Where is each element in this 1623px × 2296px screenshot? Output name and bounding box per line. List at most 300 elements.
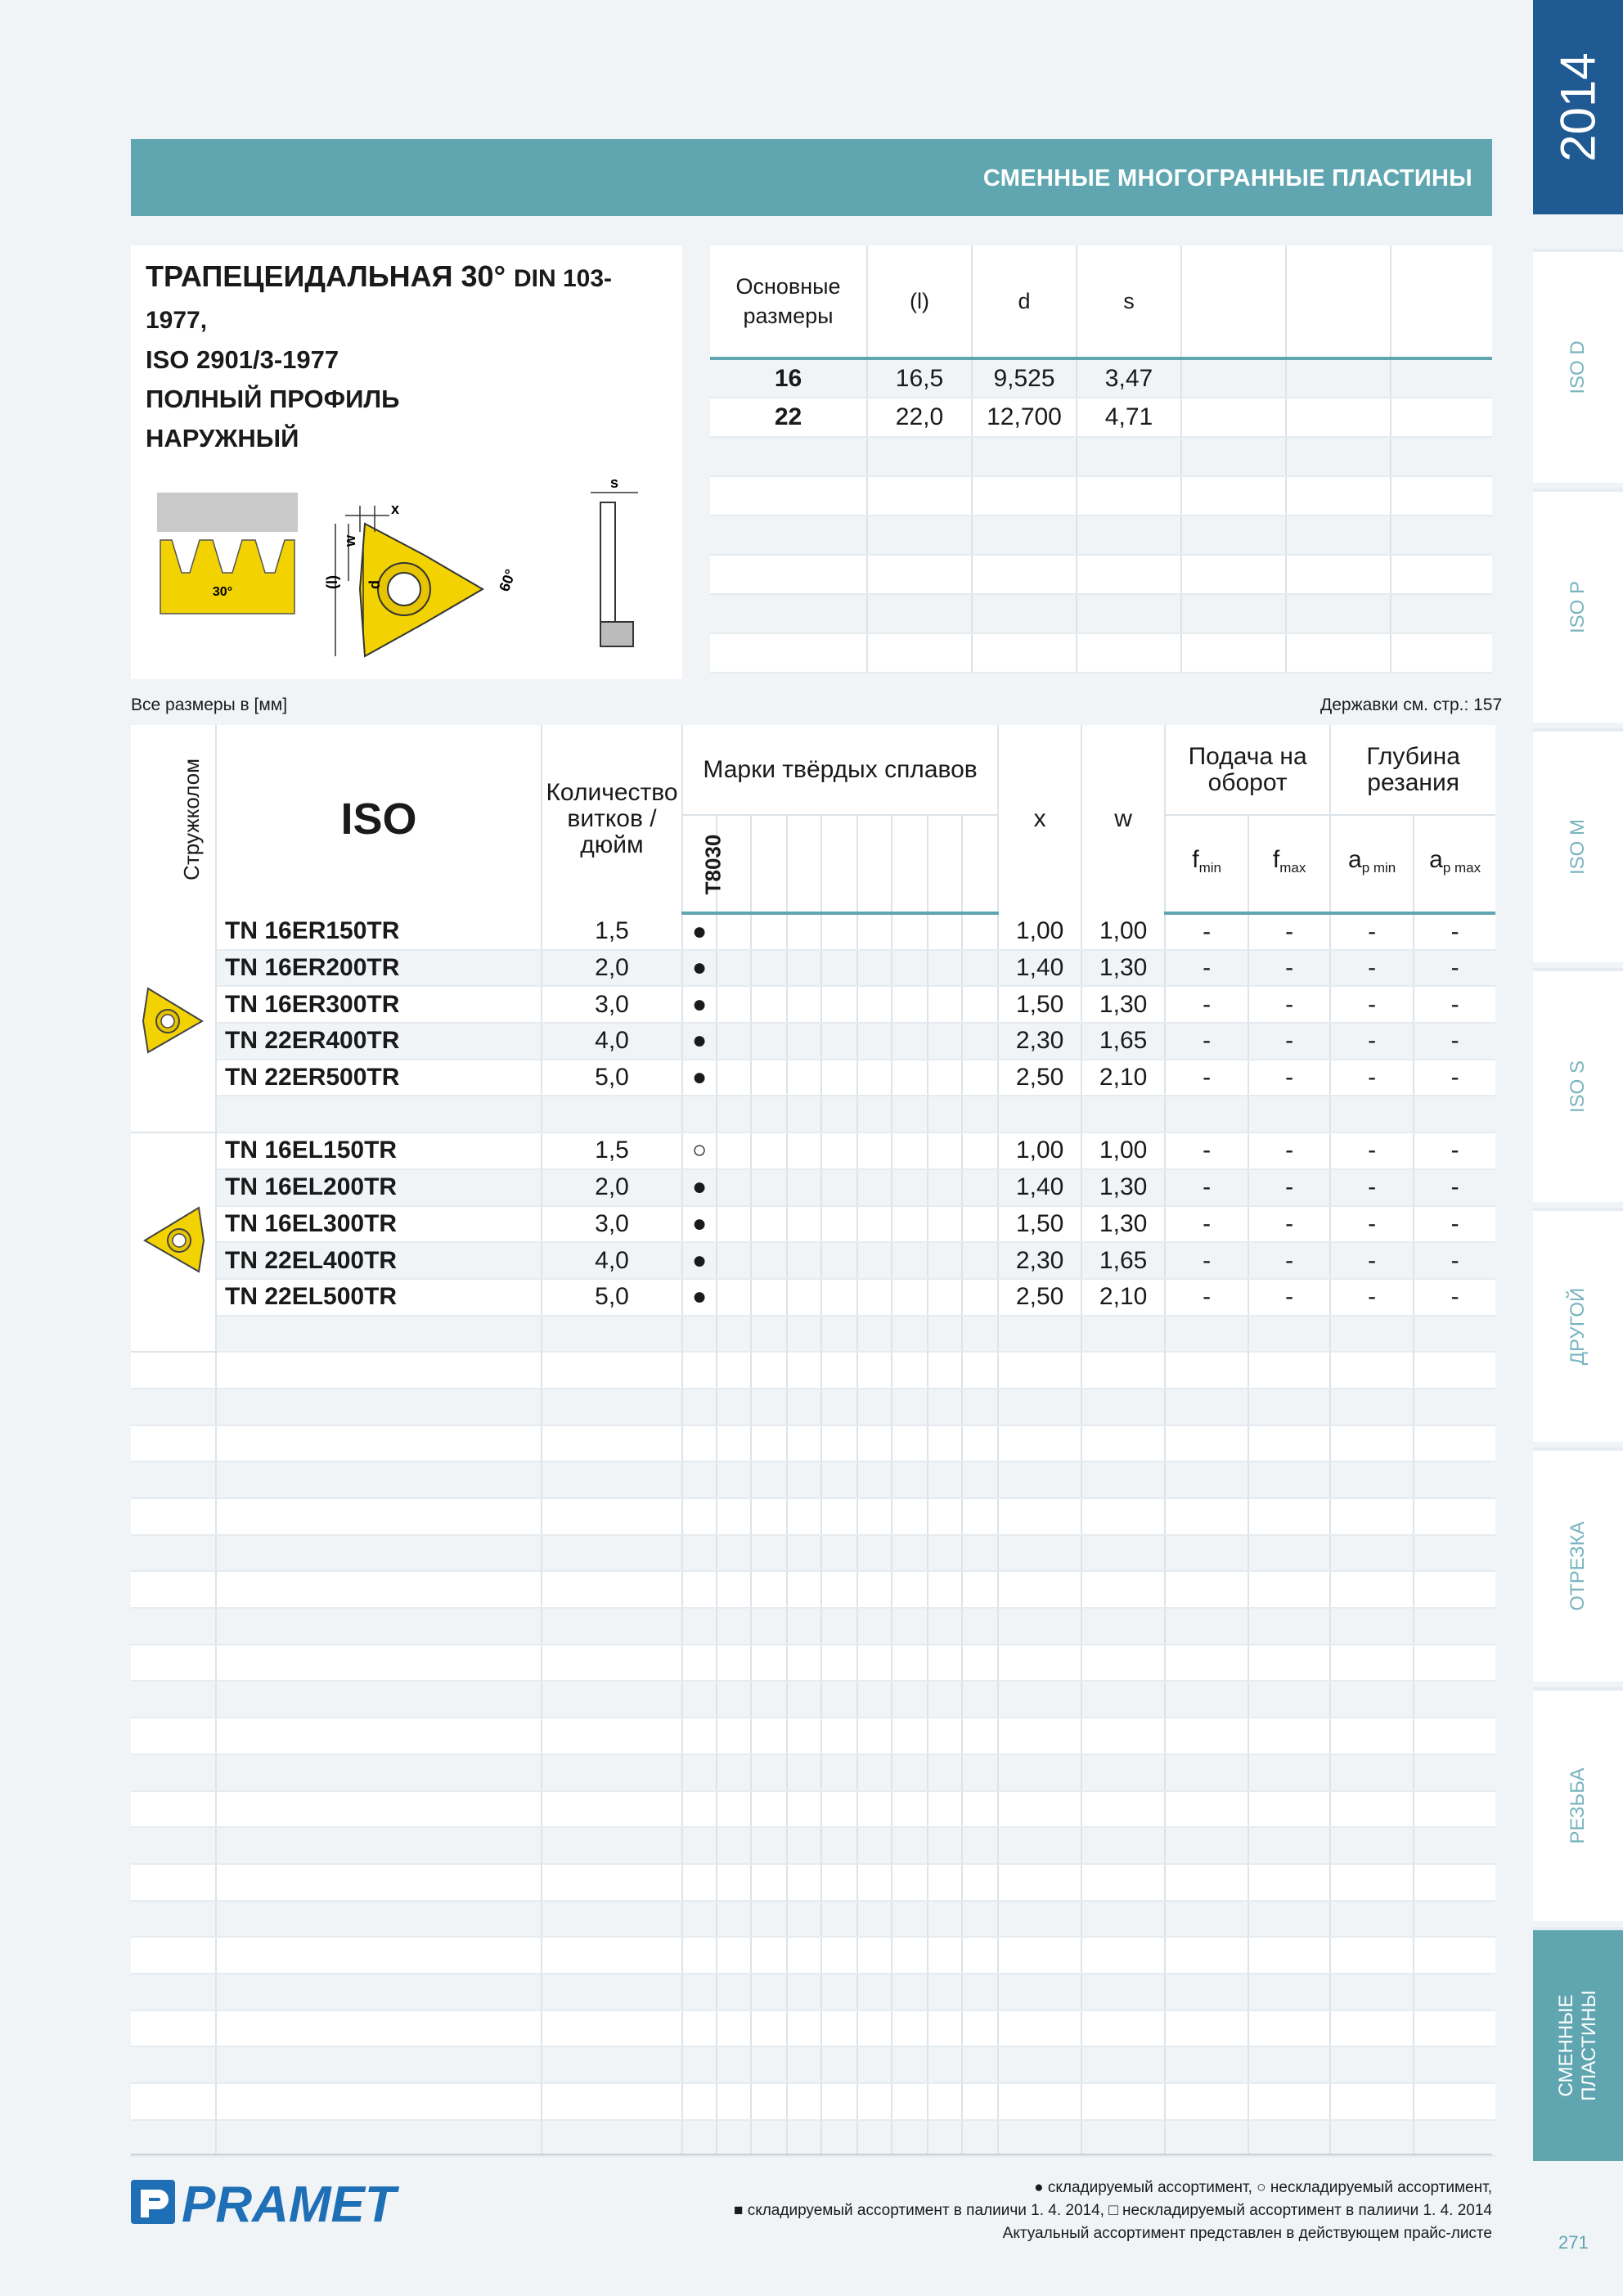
cell-x: 1,00	[998, 913, 1081, 950]
cell-w	[1081, 1498, 1165, 1535]
label-angle60: 60°	[496, 567, 519, 594]
dimensions-table	[710, 245, 1492, 673]
cell-fmin	[1165, 1571, 1248, 1608]
cell-apmax	[1414, 1754, 1495, 1791]
cell-iso-code	[216, 2010, 542, 2047]
cell-fmin	[1165, 1974, 1248, 2010]
cell-fmin	[1165, 1864, 1248, 1901]
cell-grade-t8030	[682, 2120, 717, 2157]
cell-threads	[542, 1974, 682, 2010]
table-row-empty	[131, 1754, 1495, 1791]
table-row	[131, 1169, 1495, 1206]
cell-apmin	[1330, 1937, 1414, 1974]
cell-apmin	[1330, 2046, 1414, 2083]
cell-fmin	[1165, 1937, 1248, 1974]
cell-fmax: -	[1248, 1169, 1330, 1206]
sidebar-tab-iso-p[interactable]: ISO P	[1533, 488, 1623, 723]
cell-iso-code	[216, 1096, 542, 1132]
cell-apmin: -	[1330, 986, 1414, 1023]
cell-threads: 1,5	[542, 1132, 682, 1169]
cell-apmax	[1414, 1901, 1495, 1938]
pramet-logo[interactable]	[131, 2177, 401, 2229]
cell-fmax	[1248, 1754, 1330, 1791]
cell-w	[1081, 1974, 1165, 2010]
cell-x: 1,50	[998, 1206, 1081, 1243]
cell-apmin	[1330, 1827, 1414, 1864]
chipbreaker-cell-er	[131, 913, 216, 1132]
cell-grade-t8030	[682, 1352, 717, 1389]
cell-grade-t8030: ○	[682, 1132, 717, 1169]
cell-w: 1,00	[1081, 1132, 1165, 1169]
sidebar	[1533, 0, 1623, 2296]
cell-apmax: -	[1414, 1206, 1495, 1243]
cell-apmax	[1414, 1717, 1495, 1754]
cell-fmin	[1165, 2010, 1248, 2047]
product-title: ТРАПЕЦЕИДАЛЬНАЯ 30° DIN 103-1977, ISO 2901/3-1977 ПОЛНЫЙ ПРОФИЛЬ НАРУЖНЫЙ	[146, 259, 613, 452]
insert-drawing	[131, 417, 682, 679]
section-title: СМЕННЫЕ МНОГОГРАННЫЕ ПЛАСТИНЫ	[982, 165, 1472, 191]
cell-x	[998, 1425, 1081, 1462]
cell-apmin	[1330, 2120, 1414, 2157]
cell-fmax	[1248, 1425, 1330, 1462]
cell-fmax: -	[1248, 950, 1330, 987]
cell-fmax	[1248, 1571, 1330, 1608]
table-row	[131, 1060, 1495, 1096]
cell-x	[998, 1498, 1081, 1535]
table-row	[131, 1206, 1495, 1243]
cell-x	[998, 1681, 1081, 1717]
table-row-empty	[131, 1681, 1495, 1717]
cell-threads	[542, 1316, 682, 1353]
cell-grade-t8030	[682, 1645, 717, 1681]
cell-x: 2,30	[998, 1023, 1081, 1060]
cell-fmax	[1248, 1681, 1330, 1717]
dim-header-s: s	[1077, 245, 1181, 358]
cell-fmax: -	[1248, 986, 1330, 1023]
cell-w	[1081, 1791, 1165, 1828]
cell-fmax: -	[1248, 1132, 1330, 1169]
cell-fmax	[1248, 2083, 1330, 2120]
cell-w: 1,30	[1081, 1206, 1165, 1243]
cell-grade-t8030: ●	[682, 913, 717, 950]
sidebar-tab-iso-m[interactable]: ISO M	[1533, 728, 1623, 962]
cell-threads: 3,0	[542, 1206, 682, 1243]
cell-grade-t8030	[682, 1864, 717, 1901]
cell-fmin	[1165, 1901, 1248, 1938]
table-row-empty	[131, 1498, 1495, 1535]
cell-x: 2,30	[998, 1242, 1081, 1279]
cell-fmin	[1165, 2046, 1248, 2083]
cell-fmax	[1248, 1608, 1330, 1645]
cell-apmax: -	[1414, 1023, 1495, 1060]
cell-apmin	[1330, 1717, 1414, 1754]
cell-w	[1081, 1608, 1165, 1645]
cell-apmax: -	[1414, 1169, 1495, 1206]
chipbreaker-insert-icon	[137, 979, 210, 1060]
table-row-empty	[131, 2120, 1495, 2157]
header-depth: Глубина резания	[1330, 725, 1495, 815]
cell-iso-code	[216, 1717, 542, 1754]
table-row-empty	[131, 1571, 1495, 1608]
cell-x	[998, 1974, 1081, 2010]
cell-fmax: -	[1248, 1242, 1330, 1279]
cell-grade-t8030	[682, 1535, 717, 1572]
sidebar-tab-inserts[interactable]: СМЕННЫЕ ПЛАСТИНЫ	[1533, 1927, 1623, 2161]
cell-iso-code	[216, 1389, 542, 1425]
cell-iso-code	[216, 1535, 542, 1572]
holders-reference-note[interactable]: Державки см. стр.: 157	[1320, 696, 1503, 714]
cell-apmax: -	[1414, 1279, 1495, 1316]
cell-fmin	[1165, 1498, 1248, 1535]
cell-grade-t8030: ●	[682, 1169, 717, 1206]
cell-fmax	[1248, 2120, 1330, 2157]
table-row-empty	[131, 1352, 1495, 1389]
cell-w: 2,10	[1081, 1060, 1165, 1096]
cell-w: 1,65	[1081, 1023, 1165, 1060]
sidebar-tab-parting[interactable]: ОТРЕЗКА	[1533, 1447, 1623, 1681]
cell-x: 2,50	[998, 1279, 1081, 1316]
cell-apmax	[1414, 2083, 1495, 2120]
cell-x	[998, 1535, 1081, 1572]
cell-fmin	[1165, 2083, 1248, 2120]
cell-fmin: -	[1165, 1279, 1248, 1316]
cell-apmin	[1330, 1461, 1414, 1498]
cell-fmin	[1165, 1316, 1248, 1353]
table-row-empty	[131, 2083, 1495, 2120]
cell-apmax	[1414, 1316, 1495, 1353]
cell-w	[1081, 2010, 1165, 2047]
cell-grade-t8030	[682, 1608, 717, 1645]
cell-apmax	[1414, 1571, 1495, 1608]
cell-x	[998, 1461, 1081, 1498]
cell-fmin: -	[1165, 1242, 1248, 1279]
header-chipbreaker: Стружколом	[131, 725, 216, 913]
cell-x	[998, 2046, 1081, 2083]
cell-iso-code	[216, 1316, 542, 1353]
cell-apmin: -	[1330, 1206, 1414, 1243]
header-fmin: $f_{min}$	[1165, 815, 1248, 913]
cell-threads	[542, 1352, 682, 1389]
cell-apmax: -	[1414, 950, 1495, 987]
cell-iso-code	[216, 1901, 542, 1938]
cell-apmax	[1414, 1096, 1495, 1132]
table-row-empty	[131, 1608, 1495, 1645]
cell-iso-code: TN 16EL150TR	[216, 1132, 542, 1169]
cell-apmax	[1414, 1352, 1495, 1389]
header-x: x	[998, 725, 1081, 913]
cell-fmax	[1248, 1316, 1330, 1353]
table-row-empty	[131, 1535, 1495, 1572]
cell-apmin	[1330, 1316, 1414, 1353]
cell-x	[998, 1608, 1081, 1645]
header-apmax: $a_{p max}$	[1414, 815, 1495, 913]
cell-iso-code: TN 22EL500TR	[216, 1279, 542, 1316]
header-grades: Марки твёрдых сплавов	[682, 725, 998, 815]
cell-threads	[542, 1901, 682, 1938]
cell-w: 1,65	[1081, 1242, 1165, 1279]
cell-fmax	[1248, 1901, 1330, 1938]
sidebar-tab-threading[interactable]: РЕЗЬБА	[1533, 1687, 1623, 1921]
cell-apmax: -	[1414, 1242, 1495, 1279]
cell-threads	[542, 1461, 682, 1498]
cell-w	[1081, 2083, 1165, 2120]
cell-iso-code	[216, 1791, 542, 1828]
label-x: x	[391, 501, 400, 517]
cell-apmin	[1330, 1754, 1414, 1791]
label-d: d	[366, 580, 383, 589]
cell-apmin	[1330, 1425, 1414, 1462]
cell-apmax	[1414, 1645, 1495, 1681]
cell-fmax	[1248, 1461, 1330, 1498]
header-w: w	[1081, 725, 1165, 913]
cell-threads	[542, 1389, 682, 1425]
cell-apmin	[1330, 1791, 1414, 1828]
cell-fmin: -	[1165, 950, 1248, 987]
cell-grade-t8030: ●	[682, 1023, 717, 1060]
table-row-empty	[131, 1096, 1495, 1132]
cell-w	[1081, 1717, 1165, 1754]
cell-iso-code	[216, 1864, 542, 1901]
table-row	[131, 913, 1495, 950]
cell-w: 1,30	[1081, 986, 1165, 1023]
cell-fmin	[1165, 1425, 1248, 1462]
table-row	[131, 1242, 1495, 1279]
cell-threads	[542, 2120, 682, 2157]
table-row	[131, 986, 1495, 1023]
cell-w	[1081, 2046, 1165, 2083]
cell-grade-t8030	[682, 1425, 717, 1462]
cell-fmin: -	[1165, 1169, 1248, 1206]
cell-apmin	[1330, 1645, 1414, 1681]
cell-apmin	[1330, 1498, 1414, 1535]
dim-header-l: (l)	[867, 245, 972, 358]
dimensions-row-empty	[710, 594, 1492, 633]
chipbreaker-cell-el	[131, 1132, 216, 1352]
cell-fmin	[1165, 2120, 1248, 2157]
cell-apmax	[1414, 2010, 1495, 2047]
cell-iso-code: TN 16ER300TR	[216, 986, 542, 1023]
cell-apmax	[1414, 1864, 1495, 1901]
cell-apmax	[1414, 1389, 1495, 1425]
cell-threads: 4,0	[542, 1242, 682, 1279]
cell-grade-t8030	[682, 2083, 717, 2120]
cell-x	[998, 1791, 1081, 1828]
cell-apmax: -	[1414, 913, 1495, 950]
cell-grade-t8030: ●	[682, 986, 717, 1023]
cell-iso-code	[216, 1974, 542, 2010]
dim-header-main: Основные размеры	[710, 245, 867, 358]
cell-fmin: -	[1165, 913, 1248, 950]
cell-x	[998, 2083, 1081, 2120]
cell-grade-t8030	[682, 1937, 717, 1974]
cell-x	[998, 1827, 1081, 1864]
cell-apmin	[1330, 1352, 1414, 1389]
cell-iso-code	[216, 1937, 542, 1974]
cell-threads	[542, 1571, 682, 1608]
cell-grade-t8030	[682, 1827, 717, 1864]
cell-fmax	[1248, 1791, 1330, 1828]
cell-apmin	[1330, 1096, 1414, 1132]
cell-grade-t8030	[682, 1681, 717, 1717]
table-row-empty	[131, 1389, 1495, 1425]
cell-iso-code: TN 22ER400TR	[216, 1023, 542, 1060]
cell-iso-code	[216, 1425, 542, 1462]
header-iso: ISO	[216, 725, 542, 913]
cell-iso-code	[216, 1352, 542, 1389]
cell-iso-code: TN 16ER200TR	[216, 950, 542, 987]
cell-threads	[542, 2083, 682, 2120]
cell-iso-code: TN 22EL400TR	[216, 1242, 542, 1279]
cell-fmax	[1248, 1389, 1330, 1425]
cell-threads	[542, 2046, 682, 2083]
cell-fmax	[1248, 1645, 1330, 1681]
cell-w	[1081, 1681, 1165, 1717]
cell-threads: 5,0	[542, 1060, 682, 1096]
cell-threads	[542, 1608, 682, 1645]
cell-fmin	[1165, 1827, 1248, 1864]
cell-apmin	[1330, 1974, 1414, 2010]
cell-apmin: -	[1330, 1279, 1414, 1316]
cell-apmax	[1414, 1937, 1495, 1974]
cell-grade-t8030: ●	[682, 1279, 717, 1316]
sidebar-tab-iso-d[interactable]: ISO D	[1533, 249, 1623, 483]
cell-threads: 3,0	[542, 986, 682, 1023]
cell-apmin: -	[1330, 1023, 1414, 1060]
cell-x	[998, 2010, 1081, 2047]
cell-threads	[542, 1717, 682, 1754]
cell-fmax: -	[1248, 913, 1330, 950]
cell-w	[1081, 1535, 1165, 1572]
cell-fmax	[1248, 1535, 1330, 1572]
cell-apmax: -	[1414, 1132, 1495, 1169]
cell-fmax	[1248, 1827, 1330, 1864]
cell-x	[998, 1096, 1081, 1132]
cell-grade-t8030	[682, 1389, 717, 1425]
label-s: s	[610, 475, 619, 491]
dimensions-row: 22 22,0 12,700 4,71	[710, 398, 1492, 437]
cell-w: 2,10	[1081, 1279, 1165, 1316]
cell-grade-t8030	[682, 1571, 717, 1608]
dimensions-row-empty	[710, 476, 1492, 515]
dimensions-row-empty	[710, 633, 1492, 673]
cell-x	[998, 1645, 1081, 1681]
cell-iso-code	[216, 1461, 542, 1498]
inserts-table	[131, 725, 1495, 2157]
cell-fmax	[1248, 1096, 1330, 1132]
cell-threads: 1,5	[542, 913, 682, 950]
cell-apmax	[1414, 2046, 1495, 2083]
cell-fmax	[1248, 1717, 1330, 1754]
year-tab[interactable]	[1533, 0, 1623, 214]
cell-threads	[542, 1645, 682, 1681]
cell-fmin	[1165, 1096, 1248, 1132]
cell-grade-t8030	[682, 1316, 717, 1353]
table-row-empty	[131, 1791, 1495, 1828]
cell-apmin	[1330, 1681, 1414, 1717]
cell-iso-code	[216, 2046, 542, 2083]
dimensions-row-empty	[710, 437, 1492, 476]
cell-grade-t8030	[682, 1901, 717, 1938]
table-row-empty	[131, 1717, 1495, 1754]
cell-w	[1081, 1096, 1165, 1132]
cell-iso-code	[216, 1608, 542, 1645]
cell-apmax: -	[1414, 986, 1495, 1023]
cell-apmax	[1414, 1461, 1495, 1498]
table-row-empty	[131, 1901, 1495, 1938]
side-view-base	[600, 622, 633, 646]
logo-text: PRAMET	[182, 2177, 396, 2229]
dim-header-d: d	[972, 245, 1077, 358]
cell-threads: 2,0	[542, 1169, 682, 1206]
table-row-empty	[131, 1974, 1495, 2010]
cell-fmin	[1165, 1608, 1248, 1645]
cell-threads: 5,0	[542, 1279, 682, 1316]
cell-w	[1081, 1901, 1165, 1938]
cell-apmax	[1414, 1535, 1495, 1572]
availability-legend: ● складируемый ассортимент, ○ нескладируемый ассортимент, ■ складируемый ассортимент в палиичи 1. 4. 2014, □ нескладируемый ассортимент в палиичи 1. 4. 2014 Актуальный ассортимент представлен в действующем прайс-листе	[733, 2179, 1492, 2242]
cell-apmax	[1414, 1827, 1495, 1864]
table-row-empty	[131, 1937, 1495, 1974]
cell-apmax	[1414, 1425, 1495, 1462]
cell-threads	[542, 1791, 682, 1828]
cell-fmin	[1165, 1535, 1248, 1572]
cell-w	[1081, 1352, 1165, 1389]
cell-w	[1081, 2120, 1165, 2157]
cell-apmax	[1414, 2120, 1495, 2157]
cell-iso-code	[216, 1754, 542, 1791]
cell-threads	[542, 1425, 682, 1462]
dimensions-row-empty	[710, 515, 1492, 555]
cell-x: 2,50	[998, 1060, 1081, 1096]
sidebar-tab-iso-s[interactable]: ISO S	[1533, 968, 1623, 1202]
header-threads: Количество витков / дюйм	[542, 725, 682, 913]
cell-fmin: -	[1165, 1023, 1248, 1060]
table-row-empty	[131, 2010, 1495, 2047]
cell-fmin	[1165, 1791, 1248, 1828]
cell-apmin	[1330, 1389, 1414, 1425]
cell-apmin	[1330, 2083, 1414, 2120]
cell-grade-t8030	[682, 1096, 717, 1132]
cell-iso-code	[216, 1827, 542, 1864]
cell-w	[1081, 1827, 1165, 1864]
cell-apmin	[1330, 2010, 1414, 2047]
cell-iso-code	[216, 1498, 542, 1535]
cell-iso-code	[216, 1681, 542, 1717]
cell-iso-code: TN 16EL200TR	[216, 1169, 542, 1206]
cell-fmax: -	[1248, 1023, 1330, 1060]
cell-w: 1,00	[1081, 913, 1165, 950]
cell-w: 1,30	[1081, 950, 1165, 987]
cell-grade-t8030	[682, 1974, 717, 2010]
inserts-table-body	[131, 913, 1495, 2156]
cell-grade-t8030	[682, 1717, 717, 1754]
table-row	[131, 950, 1495, 987]
cell-threads	[542, 1096, 682, 1132]
cell-x	[998, 1717, 1081, 1754]
cell-x	[998, 1864, 1081, 1901]
cell-fmin	[1165, 1389, 1248, 1425]
cell-w	[1081, 1389, 1165, 1425]
cell-grade-t8030	[682, 2010, 717, 2047]
cell-grade-t8030	[682, 1791, 717, 1828]
cell-threads	[542, 1681, 682, 1717]
cell-fmin	[1165, 1754, 1248, 1791]
cell-fmax	[1248, 1864, 1330, 1901]
cell-iso-code	[216, 2120, 542, 2157]
cell-fmax: -	[1248, 1060, 1330, 1096]
sidebar-tab-other[interactable]: ДРУГОЙ	[1533, 1208, 1623, 1442]
cell-apmax	[1414, 1974, 1495, 2010]
